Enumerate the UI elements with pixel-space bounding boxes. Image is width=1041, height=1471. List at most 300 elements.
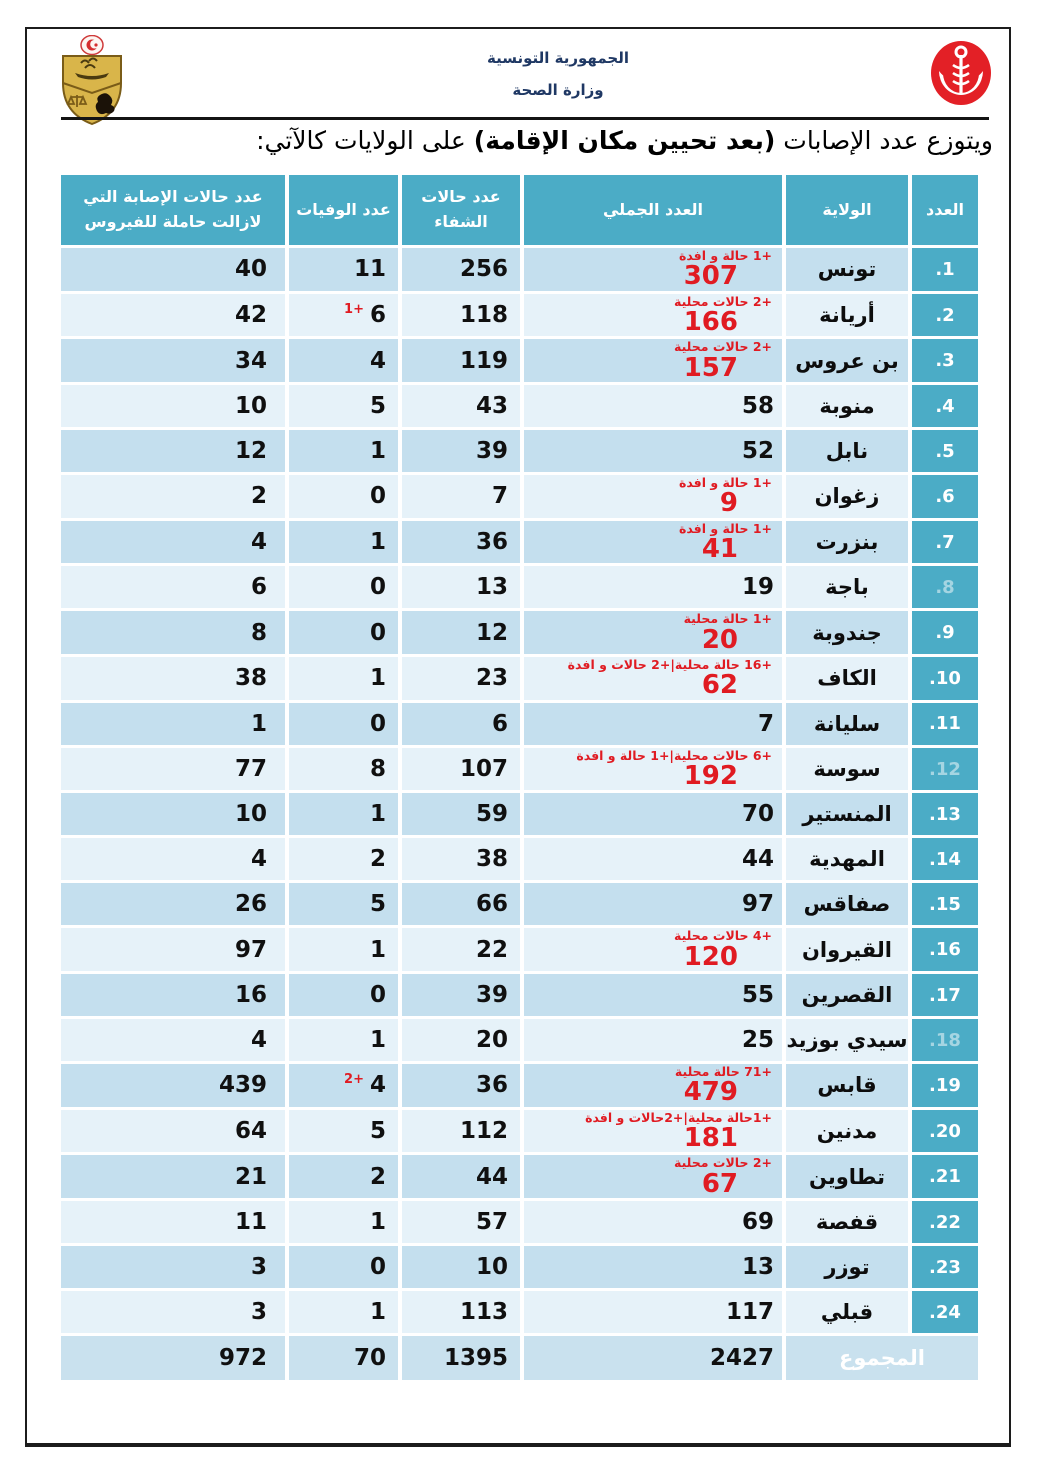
- deaths-value: 0: [369, 710, 386, 737]
- table-row: [61, 611, 978, 654]
- deaths-value: 0: [369, 1254, 386, 1281]
- total-label: المجموع: [839, 1346, 925, 1371]
- deaths-value: 2: [369, 846, 386, 873]
- recovered-value: 13: [475, 574, 508, 601]
- governorate-cell: [786, 793, 908, 835]
- new-cases-annotation: +1 حالة محلية: [683, 611, 772, 627]
- deaths-cell: [289, 1201, 398, 1243]
- active-cell: [61, 793, 285, 835]
- new-cases-annotation: +2 حالات محلية: [674, 293, 772, 309]
- active-cell: [61, 248, 285, 291]
- rank-cell: [912, 1246, 978, 1288]
- rank-cell: [912, 883, 978, 925]
- recovered-cell: [402, 657, 520, 700]
- rank-cell: [912, 385, 978, 427]
- governorate-name: بن عروس: [795, 348, 899, 373]
- rank-cell: [912, 1110, 978, 1153]
- deaths-value: 1: [369, 665, 386, 692]
- active-value: 40: [234, 256, 267, 283]
- recovered-value: 36: [475, 1072, 508, 1099]
- recovered-value: 39: [475, 438, 508, 465]
- governorate-name: القيروان: [801, 937, 892, 962]
- total-value: 52: [741, 438, 774, 465]
- total-cell: [524, 1291, 782, 1333]
- active-cell: [61, 566, 285, 608]
- rank-label: .11: [929, 713, 961, 735]
- title-post: على الولايات كالآتي:: [256, 126, 474, 155]
- active-cell: [61, 1291, 285, 1333]
- deaths-value: 8: [369, 756, 386, 783]
- deaths-cell: [289, 793, 398, 835]
- active-value: 4: [250, 529, 267, 556]
- governorate-cell: [786, 883, 908, 925]
- governorate-cell: [786, 1291, 908, 1333]
- deaths-cell: [289, 748, 398, 791]
- recovered-cell: [402, 838, 520, 880]
- rank-label: .4: [935, 395, 955, 417]
- recovered-value: 57: [475, 1209, 508, 1236]
- table-row: [61, 566, 978, 608]
- rank-cell: [912, 566, 978, 608]
- active-value: 26: [234, 891, 267, 918]
- deaths-cell: [289, 703, 398, 745]
- total-active-value: 972: [218, 1345, 267, 1372]
- table-row: [61, 1110, 978, 1153]
- deaths-value: 1: [369, 936, 386, 963]
- governorate-name: بنزرت: [815, 530, 879, 555]
- governorates-tbody: [61, 248, 978, 1333]
- governorate-cell: [786, 430, 908, 472]
- rank-cell: [912, 1019, 978, 1061]
- table-row: [61, 339, 978, 382]
- deaths-value: 0: [369, 574, 386, 601]
- rank-label: .20: [929, 1120, 961, 1142]
- governorate-cell: [786, 566, 908, 608]
- rank-cell: [912, 521, 978, 564]
- deaths-value: 1: [369, 529, 386, 556]
- rank-cell: [912, 248, 978, 291]
- recovered-cell: [402, 1155, 520, 1198]
- rank-cell: [912, 294, 978, 337]
- total-value: 120: [683, 941, 738, 972]
- total-cell: [524, 385, 782, 427]
- total-value: 192: [683, 761, 738, 792]
- deaths-cell: [289, 974, 398, 1016]
- deaths-cell: [289, 883, 398, 925]
- table-row: [61, 928, 978, 971]
- rank-label: .8: [935, 576, 955, 598]
- rank-label: .15: [929, 893, 961, 915]
- rank-cell: [912, 793, 978, 835]
- deaths-value: 0: [369, 483, 386, 510]
- active-value: 3: [250, 1254, 267, 1281]
- table-row: [61, 974, 978, 1016]
- total-value: 13: [741, 1254, 774, 1281]
- governorate-cell: [786, 294, 908, 337]
- active-value: 1: [250, 710, 267, 737]
- recovered-value: 107: [459, 756, 508, 783]
- active-cell: [61, 1246, 285, 1288]
- rank-label: .7: [935, 531, 955, 553]
- deaths-value: 5: [369, 393, 386, 420]
- active-value: 16: [234, 982, 267, 1009]
- recovered-value: 10: [475, 1254, 508, 1281]
- governorate-cell: [786, 838, 908, 880]
- deaths-value: 0: [369, 619, 386, 646]
- health-ministry-logo-icon: [929, 39, 993, 111]
- total-row: [61, 1336, 978, 1380]
- recovered-cell: [402, 430, 520, 472]
- governorate-name: منوبة: [819, 394, 875, 419]
- governorate-cell: [786, 974, 908, 1016]
- rank-label: .14: [929, 848, 961, 870]
- total-cell: [524, 521, 782, 564]
- recovered-value: 23: [475, 665, 508, 692]
- header-deaths: عدد الوفيات: [289, 175, 398, 245]
- deaths-cell: [289, 294, 398, 337]
- deaths-cell: [289, 521, 398, 564]
- deaths-cell: [289, 1064, 398, 1107]
- rank-cell: [912, 611, 978, 654]
- deaths-value: 2: [369, 1163, 386, 1190]
- recovered-cell: [402, 1246, 520, 1288]
- governorate-cell: [786, 1110, 908, 1153]
- recovered-value: 36: [475, 529, 508, 556]
- total-value: 117: [725, 1299, 774, 1326]
- active-cell: [61, 974, 285, 1016]
- recovered-cell: [402, 521, 520, 564]
- total-cell: [524, 1064, 782, 1107]
- governorate-cell: [786, 339, 908, 382]
- total-value: 70: [741, 801, 774, 828]
- total-cell: [524, 703, 782, 745]
- recovered-cell: [402, 1019, 520, 1061]
- deaths-increment: 1+: [344, 302, 364, 317]
- rank-label: .3: [935, 350, 955, 372]
- total-value: 479: [683, 1077, 738, 1108]
- active-cell: [61, 611, 285, 654]
- total-value: 307: [683, 261, 738, 292]
- deaths-cell: [289, 1155, 398, 1198]
- recovered-value: 20: [475, 1027, 508, 1054]
- governorate-cell: [786, 748, 908, 791]
- total-value: 69: [741, 1209, 774, 1236]
- deaths-value: 4: [369, 1072, 386, 1099]
- recovered-cell: [402, 611, 520, 654]
- table-row: [61, 838, 978, 880]
- governorate-name: باجة: [825, 575, 869, 600]
- deaths-cell: [289, 566, 398, 608]
- new-cases-annotation: +1حالة محلية|+2حالات و افدة: [585, 1109, 772, 1125]
- total-cell: [524, 430, 782, 472]
- governorate-cell: [786, 385, 908, 427]
- title-pre: ويتوزع عدد الإصابات: [775, 126, 993, 155]
- active-cell: [61, 748, 285, 791]
- governorate-cell: [786, 703, 908, 745]
- deaths-value: 11: [353, 256, 386, 283]
- governorates-table: [57, 172, 982, 1383]
- governorate-name: تطاوين: [808, 1164, 886, 1189]
- total-value: 7: [757, 710, 774, 737]
- recovered-value: 12: [475, 619, 508, 646]
- deaths-value: 1: [369, 1299, 386, 1326]
- active-cell: [61, 1201, 285, 1243]
- rank-label: .19: [929, 1074, 961, 1096]
- active-cell: [61, 339, 285, 382]
- total-value: 67: [701, 1168, 738, 1199]
- governorate-cell: [786, 928, 908, 971]
- total-cell: [524, 248, 782, 291]
- active-cell: [61, 883, 285, 925]
- table-row: [61, 475, 978, 518]
- rank-cell: [912, 430, 978, 472]
- rank-label: .5: [935, 440, 955, 462]
- governorate-name: أريانة: [819, 303, 875, 327]
- rank-label: .10: [929, 667, 961, 689]
- deaths-cell: [289, 657, 398, 700]
- deaths-value: 5: [369, 891, 386, 918]
- active-value: 42: [234, 302, 267, 328]
- deaths-value: 1: [369, 801, 386, 828]
- table-row: [61, 793, 978, 835]
- total-value: 41: [701, 534, 738, 565]
- recovered-value: 66: [475, 891, 508, 918]
- total-value: 25: [741, 1027, 774, 1054]
- deaths-value: 1: [369, 438, 386, 465]
- table-header-row: [61, 175, 978, 245]
- recovered-value: 22: [475, 936, 508, 963]
- rank-label: .9: [935, 622, 955, 644]
- header-recovered: عدد حالات الشفاء: [402, 175, 520, 245]
- governorate-name: سيدي بوزيد: [786, 1028, 908, 1053]
- deaths-value: 0: [369, 982, 386, 1009]
- new-cases-annotation: +1 حالة و افدة: [678, 248, 772, 263]
- rank-label: .2: [935, 304, 955, 326]
- governorate-cell: [786, 1201, 908, 1243]
- total-cell: [524, 793, 782, 835]
- recovered-cell: [402, 793, 520, 835]
- recovered-cell: [402, 294, 520, 337]
- recovered-cell: [402, 475, 520, 518]
- total-cell: [524, 611, 782, 654]
- governorate-name: قبلي: [820, 1300, 874, 1325]
- governorate-name: الكاف: [817, 666, 877, 691]
- governorate-cell: [786, 521, 908, 564]
- active-value: 6: [250, 574, 267, 601]
- recovered-value: 44: [475, 1163, 508, 1190]
- deaths-cell: [289, 1110, 398, 1153]
- governorate-name: نابل: [825, 439, 869, 464]
- governorate-cell: [786, 611, 908, 654]
- deaths-cell: [289, 838, 398, 880]
- rank-cell: [912, 748, 978, 791]
- total-recovered-value: 1395: [443, 1345, 508, 1372]
- table-row: [61, 430, 978, 472]
- total-value: 97: [741, 891, 774, 918]
- recovered-cell: [402, 1110, 520, 1153]
- new-cases-annotation: +1 حالة و افدة: [678, 475, 772, 491]
- recovered-cell: [402, 883, 520, 925]
- table-row: [61, 1201, 978, 1243]
- deaths-value: 1: [369, 1209, 386, 1236]
- total-value: 157: [683, 352, 738, 383]
- rank-cell: [912, 928, 978, 971]
- new-cases-annotation: +2 حالات محلية: [674, 1155, 772, 1171]
- active-value: 10: [234, 801, 267, 828]
- total-cell: [524, 883, 782, 925]
- rank-label: .1: [935, 258, 955, 280]
- active-value: 439: [218, 1072, 267, 1099]
- governorate-name: المنستير: [802, 802, 892, 827]
- table-row: [61, 294, 978, 337]
- header-divider: [61, 117, 989, 120]
- rank-label: .17: [929, 984, 961, 1006]
- rank-cell: [912, 1064, 978, 1107]
- active-value: 4: [250, 846, 267, 873]
- rank-cell: [912, 1201, 978, 1243]
- recovered-cell: [402, 1291, 520, 1333]
- governorate-name: القصرين: [801, 983, 893, 1008]
- total-cell: [524, 838, 782, 880]
- deaths-cell: [289, 339, 398, 382]
- recovered-value: 39: [475, 982, 508, 1009]
- total-value: 58: [741, 393, 774, 420]
- governorates-table-wrap: [57, 172, 982, 1383]
- recovered-value: 7: [491, 483, 508, 510]
- total-cell: [524, 1246, 782, 1288]
- rank-label: .24: [929, 1301, 961, 1323]
- new-cases-annotation: +1 حالة و افدة: [678, 520, 772, 536]
- deaths-cell: [289, 430, 398, 472]
- total-sum-value: 2427: [709, 1345, 774, 1372]
- active-value: 4: [250, 1027, 267, 1054]
- recovered-cell: [402, 748, 520, 791]
- republic-title: الجمهورية التونسية: [487, 49, 629, 67]
- active-cell: [61, 928, 285, 971]
- governorate-name: قابس: [817, 1073, 877, 1098]
- table-row: [61, 1291, 978, 1333]
- deaths-increment: 2+: [344, 1072, 364, 1088]
- recovered-cell: [402, 385, 520, 427]
- active-value: 11: [234, 1209, 267, 1236]
- total-deaths-value: 70: [353, 1345, 386, 1372]
- rank-cell: [912, 1291, 978, 1333]
- rank-label: .12: [929, 758, 961, 780]
- recovered-cell: [402, 566, 520, 608]
- deaths-cell: [289, 928, 398, 971]
- rank-cell: [912, 339, 978, 382]
- total-deaths-cell: [289, 1336, 398, 1380]
- total-cell: [524, 974, 782, 1016]
- deaths-cell: [289, 1246, 398, 1288]
- table-row: [61, 1246, 978, 1288]
- total-value: 19: [741, 574, 774, 601]
- rank-cell: [912, 1155, 978, 1198]
- header-active: عدد حالات الإصابة التي لازالت حاملة للفيروس: [61, 175, 285, 245]
- total-cell: [524, 339, 782, 382]
- active-value: 34: [234, 347, 267, 374]
- table-row: [61, 521, 978, 564]
- total-active-cell: [61, 1336, 285, 1380]
- active-cell: [61, 521, 285, 564]
- governorate-cell: [786, 248, 908, 291]
- new-cases-annotation: +16 حالة محلية|+2 حالات و افدة: [567, 657, 772, 673]
- active-cell: [61, 1019, 285, 1061]
- total-cell: [524, 566, 782, 608]
- header-total: العدد الجملي: [524, 175, 782, 245]
- rank-label: .13: [929, 803, 961, 825]
- total-recovered-cell: [402, 1336, 520, 1380]
- deaths-value: 1: [369, 1027, 386, 1054]
- active-value: 10: [234, 393, 267, 420]
- deaths-cell: [289, 611, 398, 654]
- governorate-name: سليانة: [813, 711, 881, 736]
- active-cell: [61, 838, 285, 880]
- table-row: [61, 1019, 978, 1061]
- rank-label: .21: [929, 1166, 961, 1188]
- recovered-value: 119: [459, 347, 508, 374]
- deaths-cell: [289, 385, 398, 427]
- total-cell: [524, 1155, 782, 1198]
- government-header: [107, 49, 1009, 99]
- header-governorate: الولاية: [786, 175, 908, 245]
- governorate-name: مدنين: [816, 1119, 878, 1144]
- governorate-cell: [786, 1155, 908, 1198]
- recovered-cell: [402, 1201, 520, 1243]
- active-cell: [61, 1155, 285, 1198]
- governorate-cell: [786, 1019, 908, 1061]
- governorate-name: المهدية: [809, 847, 885, 872]
- recovered-value: 43: [475, 393, 508, 420]
- total-value: 55: [741, 982, 774, 1009]
- active-cell: [61, 1064, 285, 1107]
- recovered-value: 112: [459, 1118, 508, 1145]
- recovered-cell: [402, 928, 520, 971]
- recovered-value: 256: [459, 256, 508, 283]
- active-value: 38: [234, 665, 267, 692]
- total-cell: [524, 1019, 782, 1061]
- recovered-value: 59: [475, 801, 508, 828]
- total-value: 181: [683, 1123, 738, 1154]
- recovered-cell: [402, 1064, 520, 1107]
- active-value: 77: [234, 756, 267, 783]
- ministry-title: وزارة الصحة: [512, 81, 604, 99]
- title-bold: (بعد تحيين مكان الإقامة): [473, 126, 776, 155]
- table-row: [61, 748, 978, 791]
- rank-label: .16: [929, 939, 961, 961]
- rank-label: .6: [935, 485, 955, 507]
- total-value: 166: [683, 307, 738, 338]
- rank-cell: [912, 974, 978, 1016]
- recovered-cell: [402, 248, 520, 291]
- active-value: 12: [234, 438, 267, 465]
- header-rank: العدد: [912, 175, 978, 245]
- table-row: [61, 385, 978, 427]
- active-cell: [61, 385, 285, 427]
- total-cell: [524, 928, 782, 971]
- rank-label: .22: [929, 1211, 961, 1233]
- table-row: [61, 657, 978, 700]
- total-value: 62: [701, 670, 738, 701]
- recovered-cell: [402, 703, 520, 745]
- active-value: 8: [250, 619, 267, 646]
- total-cell: [524, 748, 782, 791]
- table-row: [61, 1155, 978, 1198]
- deaths-cell: [289, 248, 398, 291]
- rank-cell: [912, 703, 978, 745]
- active-cell: [61, 657, 285, 700]
- page-title: [47, 126, 993, 155]
